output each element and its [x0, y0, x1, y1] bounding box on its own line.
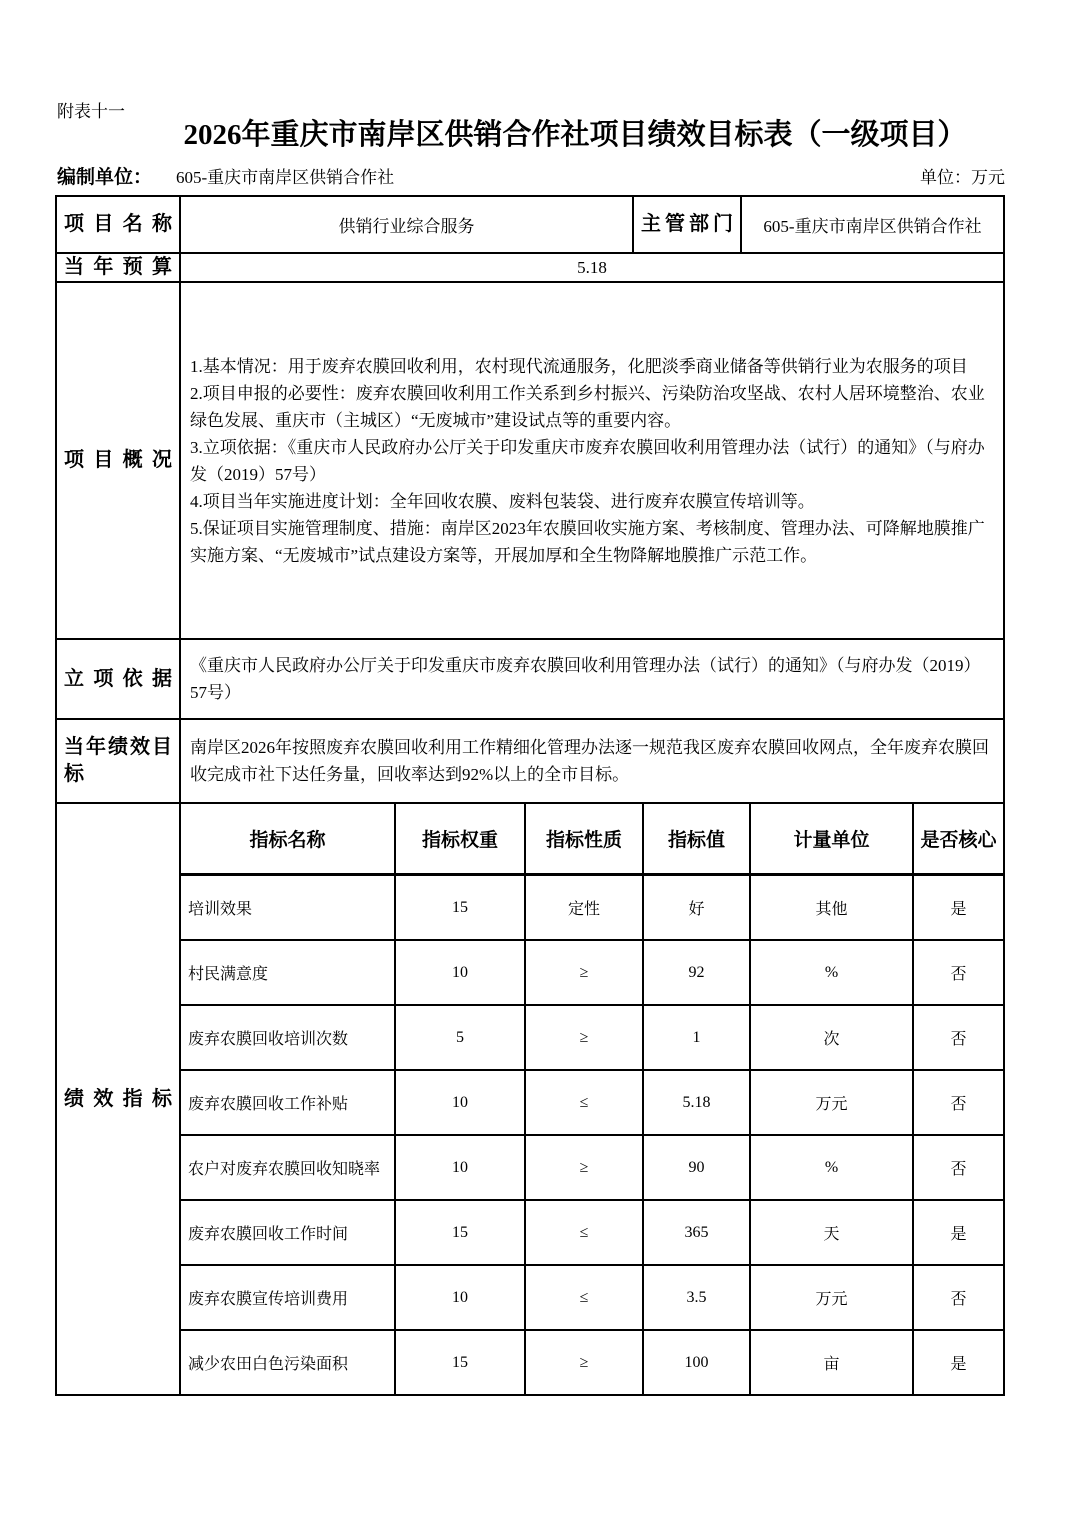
indicator-row-4 [181, 1071, 1003, 1136]
dept-value: 605-重庆市南岸区供销合作社 [763, 217, 982, 236]
prepared-by-value: 605-重庆市南岸区供销合作社 [176, 168, 395, 187]
header-indicator-name: 指标名称 [181, 804, 396, 873]
indicator-name-cell: 废弃农膜宣传培训费用 [181, 1266, 396, 1329]
indicator-nature-cell: 定性 [526, 876, 644, 939]
project-name-label-cell [57, 197, 181, 252]
indicator-unit-cell: 其他 [751, 876, 914, 939]
indicators-header-row [181, 804, 1003, 876]
goal-row [57, 720, 1003, 804]
header-indicator-nature: 指标性质 [526, 804, 644, 873]
prepared-by-label: 编制单位： [57, 167, 153, 188]
indicator-nature-cell: ≥ [526, 941, 644, 1004]
indicators-label: 绩效指标 [64, 1087, 172, 1110]
overview-paragraph-1: 1.基本情况：用于废弃农膜回收利用，农村现代流通服务，化肥淡季商业储备等供销行业为农服务的项目 [190, 356, 968, 376]
header-indicator-weight: 指标权重 [396, 804, 526, 873]
indicator-unit-cell: 万元 [751, 1266, 914, 1329]
performance-target-table [55, 195, 1005, 1396]
indicator-weight-cell: 10 [396, 1266, 526, 1329]
overview-row [57, 283, 1003, 640]
basis-text [181, 640, 1003, 718]
project-name-row [57, 197, 1003, 254]
indicator-nature-cell: ≥ [526, 1136, 644, 1199]
indicator-nature-cell: ≤ [526, 1071, 644, 1134]
overview-paragraph-5: 5.保证项目实施管理制度、措施：南岸区2023年农膜回收实施方案、考核制度、管理办法、可降解地膜推广实施方案、“无废城市”试点建设方案等，开展加厚和全生物降解地膜推广示范工作。 [190, 518, 985, 565]
goal-text-cell [181, 720, 1003, 802]
indicator-unit-cell: 亩 [751, 1331, 914, 1394]
indicator-nature-cell: ≤ [526, 1266, 644, 1329]
overview-text [181, 283, 1003, 638]
goal-paragraph: 南岸区2026年按照废弃农膜回收利用工作精细化管理办法逐一规范我区废弃农膜回收网点，全年废弃农膜回收完成市社下达任务量，回收率达到92%以上的全市目标。 [190, 738, 989, 784]
indicator-weight-cell: 5 [396, 1006, 526, 1069]
basis-label-cell [57, 640, 181, 718]
indicator-row-7 [181, 1266, 1003, 1331]
indicator-value-cell: 好 [644, 876, 751, 939]
budget-label: 当年预算 [64, 256, 172, 278]
indicator-core-cell: 是 [950, 1356, 967, 1373]
basis-label: 立项依据 [64, 667, 172, 690]
indicator-core-cell: 是 [950, 1226, 967, 1243]
indicator-row-3 [181, 1006, 1003, 1071]
indicator-core-cell: 否 [950, 1031, 967, 1048]
basis-text-cell [181, 640, 1003, 718]
indicator-nature-cell: ≤ [526, 1201, 644, 1264]
header-indicator-unit: 计量单位 [751, 804, 914, 873]
indicator-unit-cell: 天 [751, 1201, 914, 1264]
indicator-name-cell: 废弃农膜回收工作时间 [181, 1201, 396, 1264]
indicator-nature-cell: ≥ [526, 1006, 644, 1069]
header-indicator-value: 指标值 [644, 804, 751, 873]
indicator-name-cell: 村民满意度 [181, 941, 396, 1004]
overview-paragraph-3: 3.立项依据：《重庆市人民政府办公厅关于印发重庆市废弃农膜回收利用管理办法（试行）的通知》（与府办发（2019）57号） [190, 437, 985, 484]
indicator-name-cell: 废弃农膜回收培训次数 [181, 1006, 396, 1069]
goal-label: 当年绩效目标 [64, 736, 172, 785]
indicator-core-cell: 否 [950, 1291, 967, 1308]
indicator-value-cell: 92 [644, 941, 751, 1004]
indicator-row-2 [181, 941, 1003, 1006]
indicator-row-5 [181, 1136, 1003, 1201]
indicator-name-cell: 农户对废弃农膜回收知晓率 [181, 1136, 396, 1199]
budget-value: 5.18 [577, 257, 607, 277]
indicator-weight-cell: 10 [396, 1071, 526, 1134]
overview-label-cell [57, 283, 181, 638]
overview-text-cell [181, 283, 1003, 638]
dept-label-cell [634, 197, 742, 252]
overview-paragraph-4: 4.项目当年实施进度计划：全年回收农膜、废料包装袋、进行废弃农膜宣传培训等。 [190, 491, 815, 511]
unit-note: 单位：万元 [920, 168, 1005, 187]
indicator-name-cell: 废弃农膜回收工作补贴 [181, 1071, 396, 1134]
indicators-section [57, 804, 1003, 1394]
dept-label: 主管部门 [641, 213, 733, 235]
header-indicator-core: 是否核心 [920, 830, 997, 851]
annex-label: 附表十一 [57, 102, 125, 121]
indicator-name-cell: 培训效果 [181, 876, 396, 939]
indicator-value-cell: 3.5 [644, 1266, 751, 1329]
indicator-core-cell: 是 [950, 901, 967, 918]
indicator-core-cell: 否 [950, 1161, 967, 1178]
project-name-value: 供销行业综合服务 [181, 197, 634, 252]
indicator-value-cell: 5.18 [644, 1071, 751, 1134]
indicator-value-cell: 365 [644, 1201, 751, 1264]
overview-label: 项目概况 [64, 449, 172, 471]
meta-row [57, 162, 1005, 189]
budget-row [57, 254, 1003, 283]
indicator-unit-cell: % [751, 941, 914, 1004]
basis-row [57, 640, 1003, 720]
page-title: 2026年重庆市南岸区供销合作社项目绩效目标表（一级项目） [183, 119, 967, 151]
indicator-value-cell: 90 [644, 1136, 751, 1199]
project-name-label: 项目名称 [64, 213, 172, 235]
indicator-unit-cell: % [751, 1136, 914, 1199]
indicator-row-6 [181, 1201, 1003, 1266]
indicators-label-cell [57, 804, 181, 1394]
indicator-weight-cell: 10 [396, 1136, 526, 1199]
indicators-table [181, 804, 1003, 1394]
indicator-row-8 [181, 1331, 1003, 1394]
indicator-nature-cell: ≥ [526, 1331, 644, 1394]
indicator-value-cell: 100 [644, 1331, 751, 1394]
goal-label-cell [57, 720, 181, 802]
indicator-weight-cell: 15 [396, 1201, 526, 1264]
indicator-core-cell: 否 [950, 966, 967, 983]
indicator-unit-cell: 次 [751, 1006, 914, 1069]
indicator-weight-cell: 15 [396, 876, 526, 939]
budget-label-cell [57, 254, 181, 281]
basis-paragraph: 《重庆市人民政府办公厅关于印发重庆市废弃农膜回收利用管理办法（试行）的通知》（与府办发（2019）57号） [190, 656, 981, 702]
goal-text [181, 720, 1003, 802]
indicator-core-cell: 否 [950, 1096, 967, 1113]
overview-paragraph-2: 2.项目申报的必要性：废弃农膜回收利用工作关系到乡村振兴、污染防治攻坚战、农村人居环境整治、农业绿色发展、重庆市（主城区）“无废城市”建设试点等的重要内容。 [190, 383, 985, 430]
indicator-name-cell: 减少农田白色污染面积 [181, 1331, 396, 1394]
indicator-value-cell: 1 [644, 1006, 751, 1069]
indicator-row-1 [181, 876, 1003, 941]
indicator-unit-cell: 万元 [751, 1071, 914, 1134]
indicator-weight-cell: 15 [396, 1331, 526, 1394]
indicator-weight-cell: 10 [396, 941, 526, 1004]
